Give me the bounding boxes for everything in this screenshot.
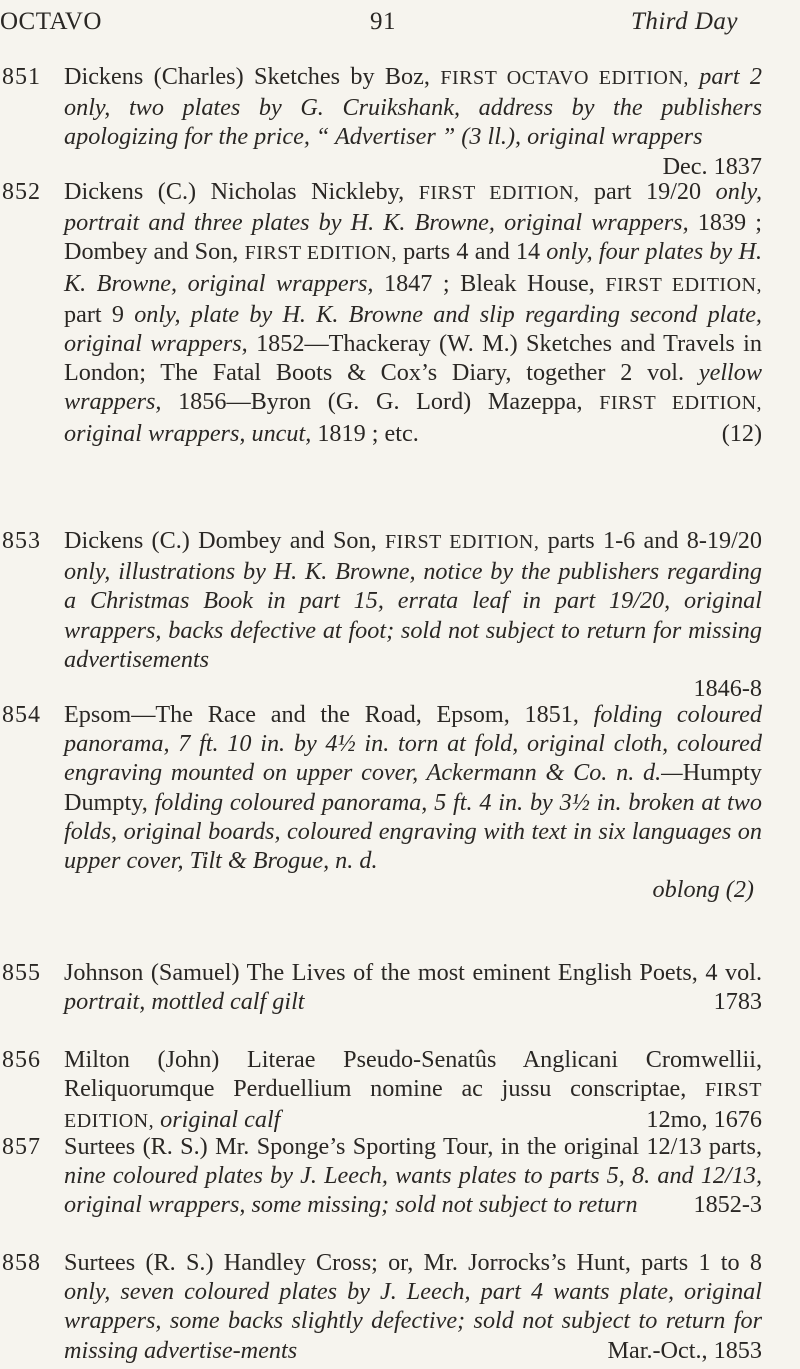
- lot-description: Surtees (R. S.) Handley Cross; or, Mr. Jorrocks’s Hunt, parts 1 to 8 only, seven coloured plates by J. Leech, part 4 wants plate, original wrappers, some backs slightly defective; sold not subject to return for missing advertise-ments Mar.-Oct., 1853: [64, 1249, 762, 1364]
- page-header: [0, 8, 800, 48]
- page-number: 91: [370, 8, 396, 35]
- lot-date: Mar.-Oct., 1853: [607, 1336, 762, 1364]
- lot-number: 858: [2, 1250, 41, 1276]
- lot-description: Dickens (C.) Nicholas Nickleby, FIRST EDITION, part 19/20 only, portrait and three plates by H. K. Browne, original wrappers, 1839 ; Dombey and Son, FIRST EDITION, parts 4 and 14 only, four plates by H. K. Browne, original wrappers, 1847 ; Bleak House, FIRST EDITION, part 9 only, plate by H. K. Browne and slip regarding second plate, original wrappers, 1852—Thackeray (W. M.) Sketches and Travels in London; The Fatal Boots & Cox’s Diary, together 2 vol. yellow wrappers, 1856—Byron (G. G. Lord) Mazeppa, FIRST EDITION, original wrappers, uncut, 1819 ; etc. (12): [64, 178, 763, 447]
- lot-format: oblong (2): [652, 876, 754, 904]
- lot-number: 855: [2, 960, 41, 986]
- lot-count: (12): [721, 419, 762, 447]
- lot-description: Epsom—The Race and the Road, Epsom, 1851, folding coloured panorama, 7 ft. 10 in. by 4½ in. torn at fold, original cloth, coloured engraving mounted on upper cover, Ackermann & Co. n. d.—Humpty Dumpty, folding coloured panorama, 5 ft. 4 in. by 3½ in. broken at two folds, original boards, coloured engraving with text in six languages on upper cover, Tilt & Brogue, n. d. oblong (2): [64, 701, 762, 904]
- lot-description: Dickens (C.) Dombey and Son, FIRST EDITION, parts 1-6 and 8-19/20 only, illustrations by H. K. Browne, notice by the publishers regarding a Christmas Book in part 15, errata leaf in part 19/20, original wrappers, backs defective at foot; sold not subject to return for missing advertisements 1846-8: [64, 527, 762, 703]
- lot-date: Dec. 1837: [662, 152, 762, 180]
- lot-number: 854: [2, 702, 41, 728]
- lot-date: 1846-8: [693, 675, 762, 703]
- lot-number: 853: [2, 528, 41, 554]
- lot-date: 1783: [713, 988, 762, 1016]
- lot-description: Dickens (Charles) Sketches by Boz, FIRST OCTAVO EDITION, part 2 only, two plates by G. Cruikshank, address by the publishers apologizing for the price, “ Advertiser ” (3 ll.), original wrappers Dec. 1837: [64, 63, 763, 180]
- lot-date: 1852-3: [693, 1191, 762, 1219]
- lot-number: 856: [2, 1047, 41, 1073]
- lot-description: Surtees (R. S.) Mr. Sponge’s Sporting Tour, in the original 12/13 parts, nine coloured plates by J. Leech, wants plates to parts 5, 8. and 12/13, original wrappers, some missing; sold not subject to return 1852-3: [64, 1133, 762, 1219]
- lot-description: Johnson (Samuel) The Lives of the most eminent English Poets, 4 vol. portrait, mottled calf gilt 1783: [64, 959, 762, 1016]
- lot-date: 12mo, 1676: [646, 1106, 762, 1134]
- sale-day: Third Day: [630, 8, 738, 35]
- lot-number: 851: [2, 64, 41, 90]
- lot-number: 852: [2, 179, 41, 205]
- lot-description: Milton (John) Literae Pseudo-Senatûs Anglicani Cromwellii, Reliquorumque Perduellium nomine ac jussu conscriptae, FIRST EDITION, original calf 12mo, 1676: [64, 1046, 762, 1134]
- lot-number: 857: [2, 1134, 41, 1160]
- section-title: OCTAVO: [0, 8, 102, 35]
